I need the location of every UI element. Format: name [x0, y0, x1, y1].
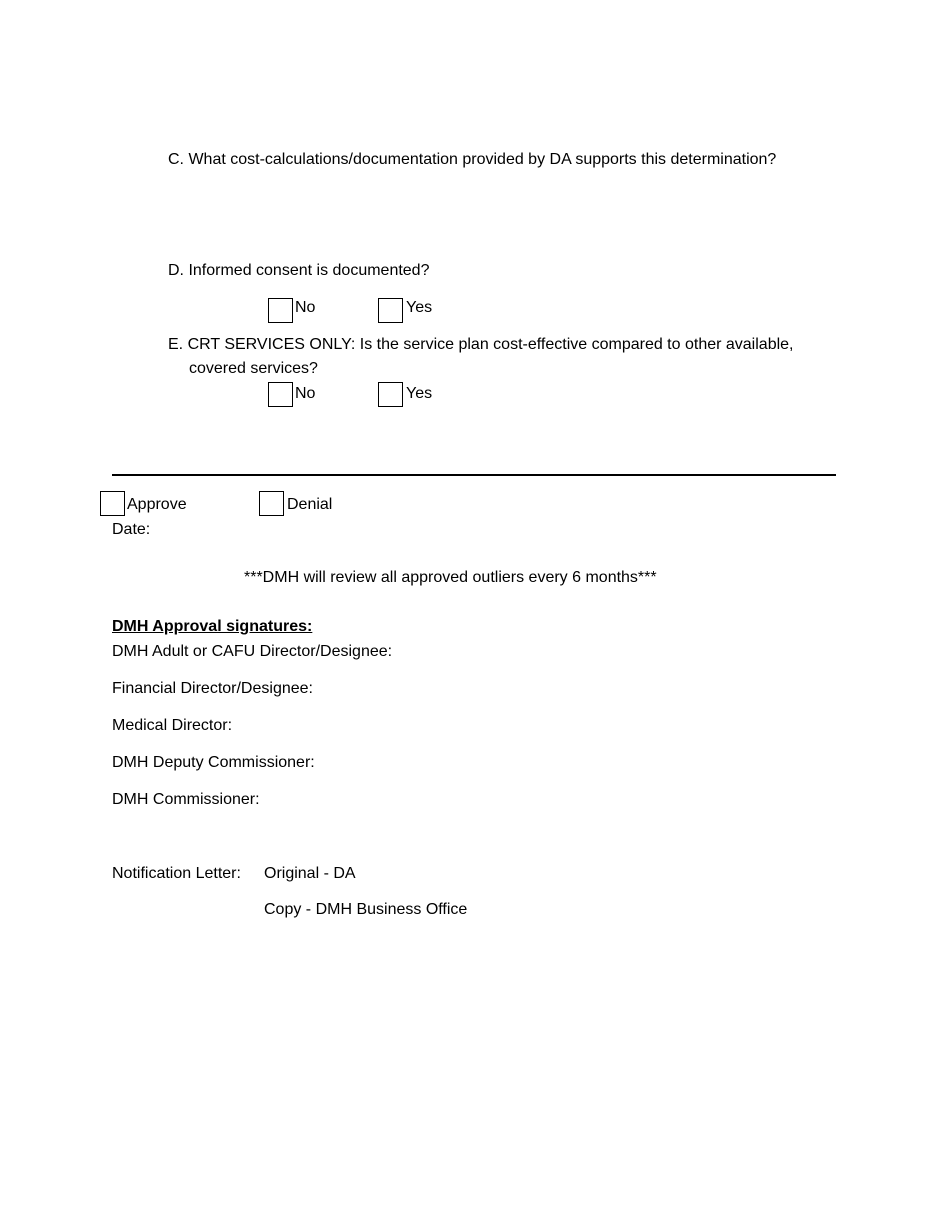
date-label: Date:: [112, 521, 151, 538]
denial-checkbox[interactable]: [259, 491, 284, 516]
question-e-line2: covered services?: [189, 360, 318, 377]
question-e-line1: E. CRT SERVICES ONLY: Is the service plan cost-effective compared to other available,: [168, 336, 794, 353]
question-e-no-label: No: [295, 385, 316, 402]
denial-label: Denial: [287, 496, 333, 513]
notification-label: Notification Letter:: [112, 865, 241, 882]
question-e-yes-checkbox[interactable]: [378, 382, 403, 407]
question-d-no-checkbox[interactable]: [268, 298, 293, 323]
question-d: D. Informed consent is documented?: [168, 262, 430, 279]
notification-copy: Copy - DMH Business Office: [264, 901, 468, 918]
signature-line: Financial Director/Designee:: [112, 680, 313, 697]
signature-line: DMH Commissioner:: [112, 791, 260, 808]
signature-line: DMH Deputy Commissioner:: [112, 754, 315, 771]
signatures-heading: DMH Approval signatures:: [112, 618, 313, 635]
question-d-no-label: No: [295, 299, 316, 316]
signature-line: DMH Adult or CAFU Director/Designee:: [112, 643, 393, 660]
question-d-yes-label: Yes: [406, 299, 433, 316]
question-d-yes-checkbox[interactable]: [378, 298, 403, 323]
question-c: C. What cost-calculations/documentation provided by DA supports this determination?: [168, 151, 777, 168]
review-notice: ***DMH will review all approved outliers every 6 months***: [244, 569, 657, 586]
notification-original: Original - DA: [264, 865, 356, 882]
question-e-yes-label: Yes: [406, 385, 433, 402]
signature-line: Medical Director:: [112, 717, 233, 734]
approve-label: Approve: [127, 496, 187, 513]
section-divider: [112, 474, 836, 476]
question-e-no-checkbox[interactable]: [268, 382, 293, 407]
approve-checkbox[interactable]: [100, 491, 125, 516]
